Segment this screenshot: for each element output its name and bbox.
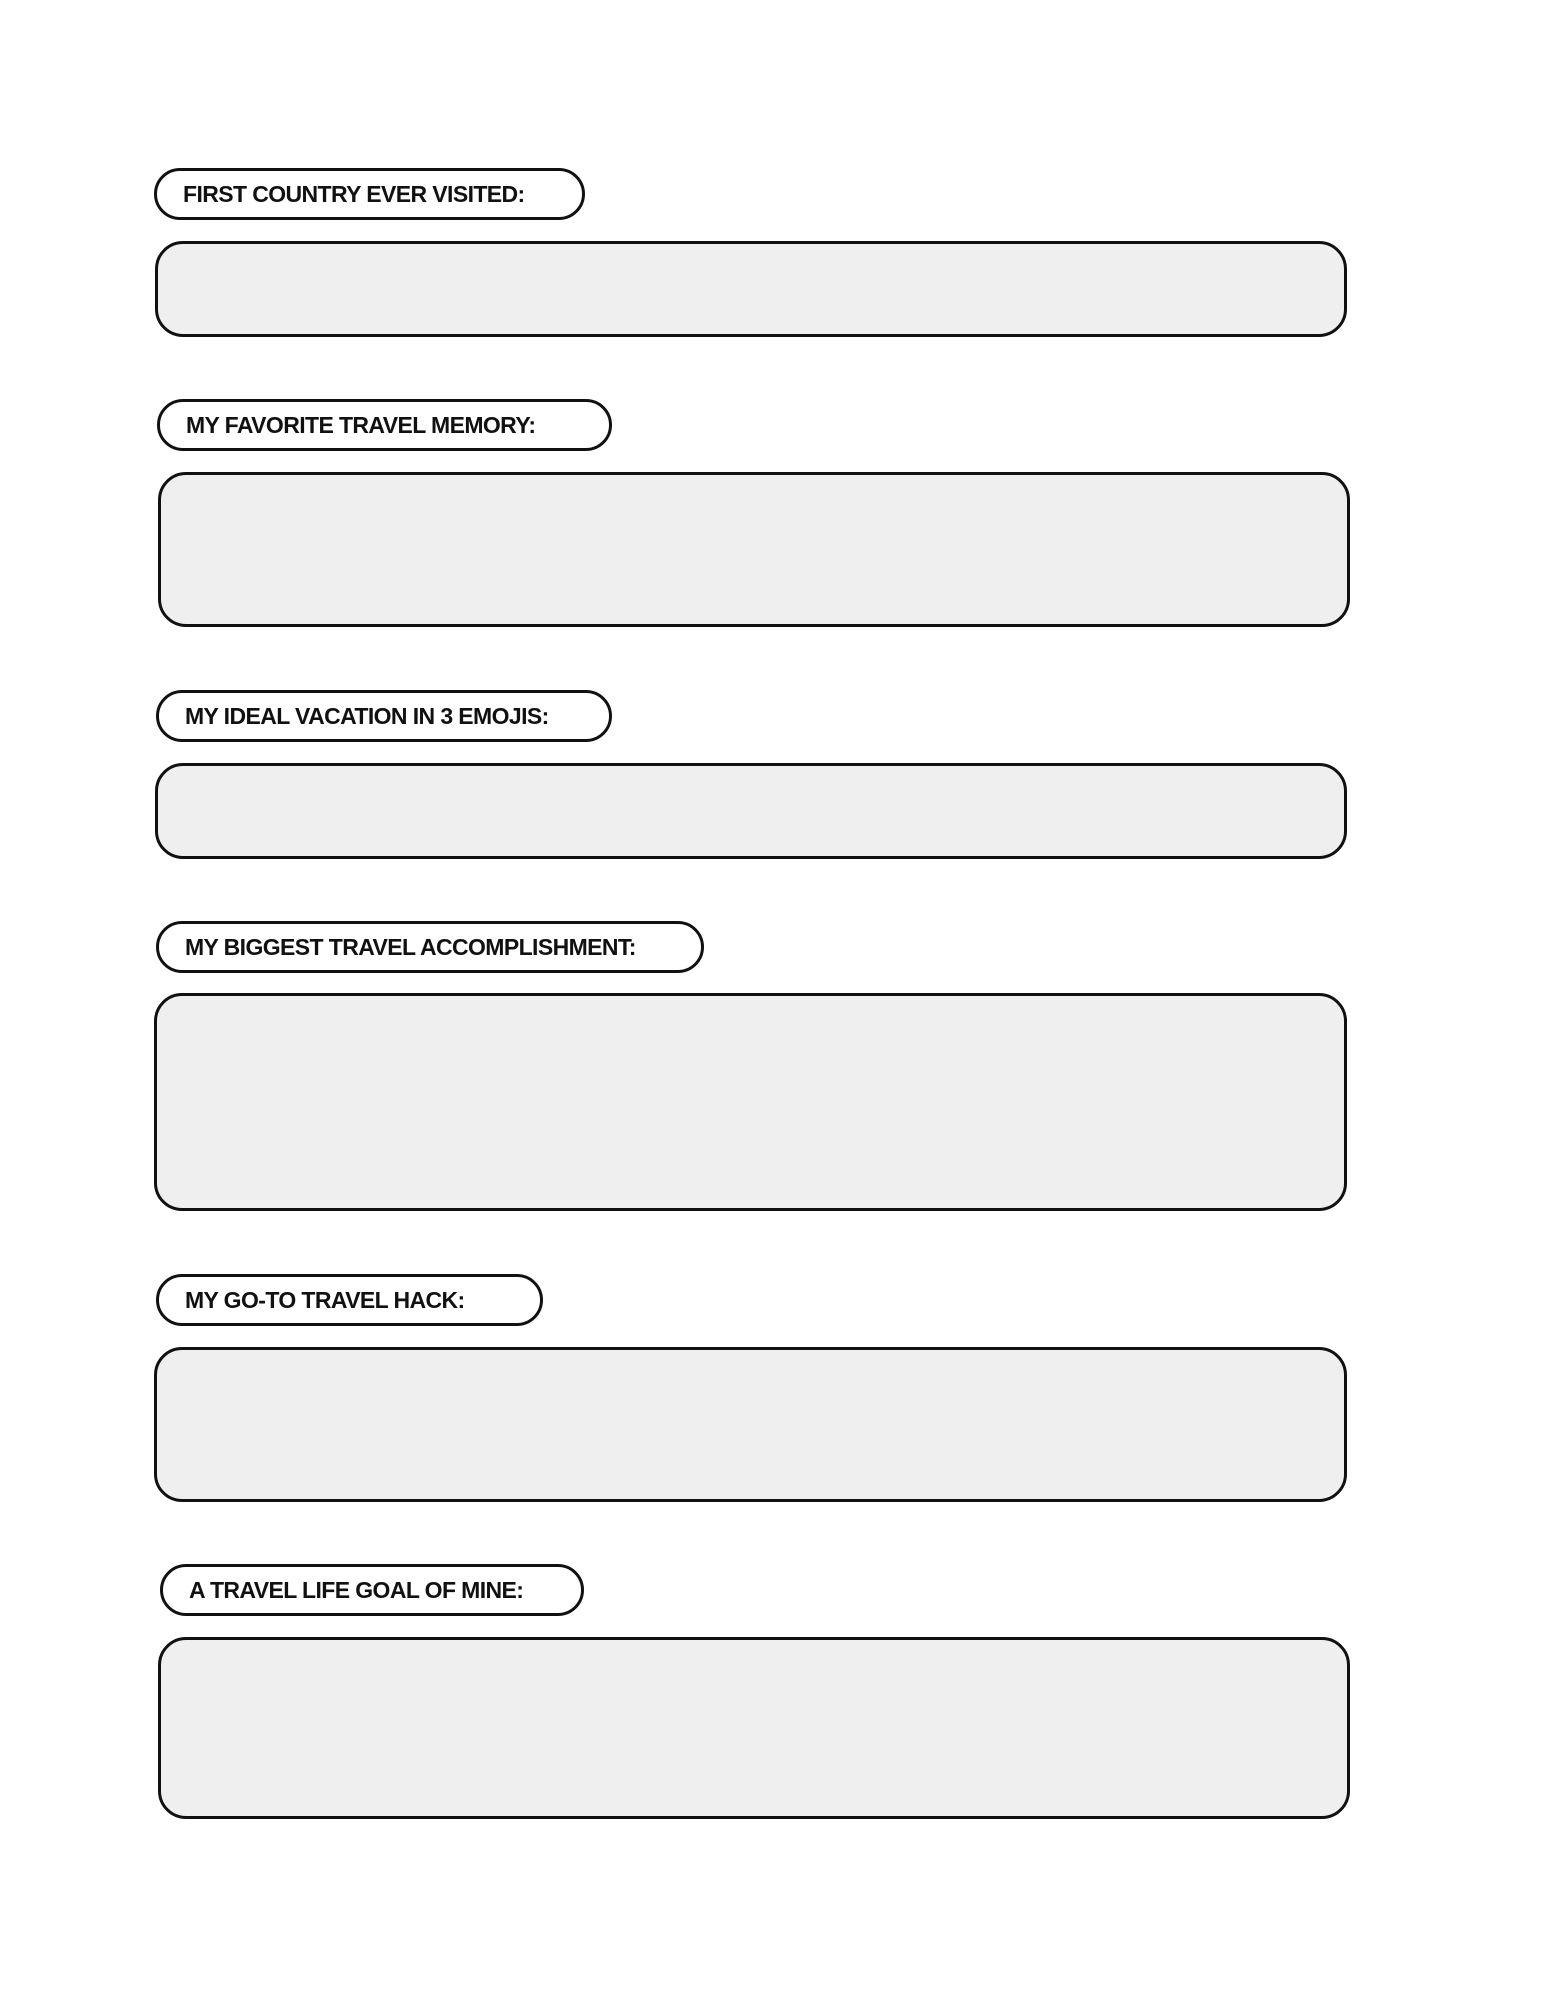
travel-hack-label: MY GO-TO TRAVEL HACK:	[156, 1274, 543, 1326]
first-country-answer-box[interactable]	[155, 241, 1347, 337]
biggest-accomplishment-answer-box[interactable]	[154, 993, 1347, 1211]
travel-hack-answer-box[interactable]	[154, 1347, 1347, 1502]
biggest-accomplishment-label: MY BIGGEST TRAVEL ACCOMPLISHMENT:	[156, 921, 704, 973]
life-goal-label: A TRAVEL LIFE GOAL OF MINE:	[160, 1564, 584, 1616]
first-country-label: FIRST COUNTRY EVER VISITED:	[154, 168, 585, 220]
life-goal-answer-box[interactable]	[158, 1637, 1350, 1819]
ideal-vacation-emojis-answer-box[interactable]	[155, 763, 1347, 859]
favorite-memory-answer-box[interactable]	[158, 472, 1350, 627]
favorite-memory-label: MY FAVORITE TRAVEL MEMORY:	[157, 399, 612, 451]
ideal-vacation-emojis-label: MY IDEAL VACATION IN 3 EMOJIS:	[156, 690, 612, 742]
